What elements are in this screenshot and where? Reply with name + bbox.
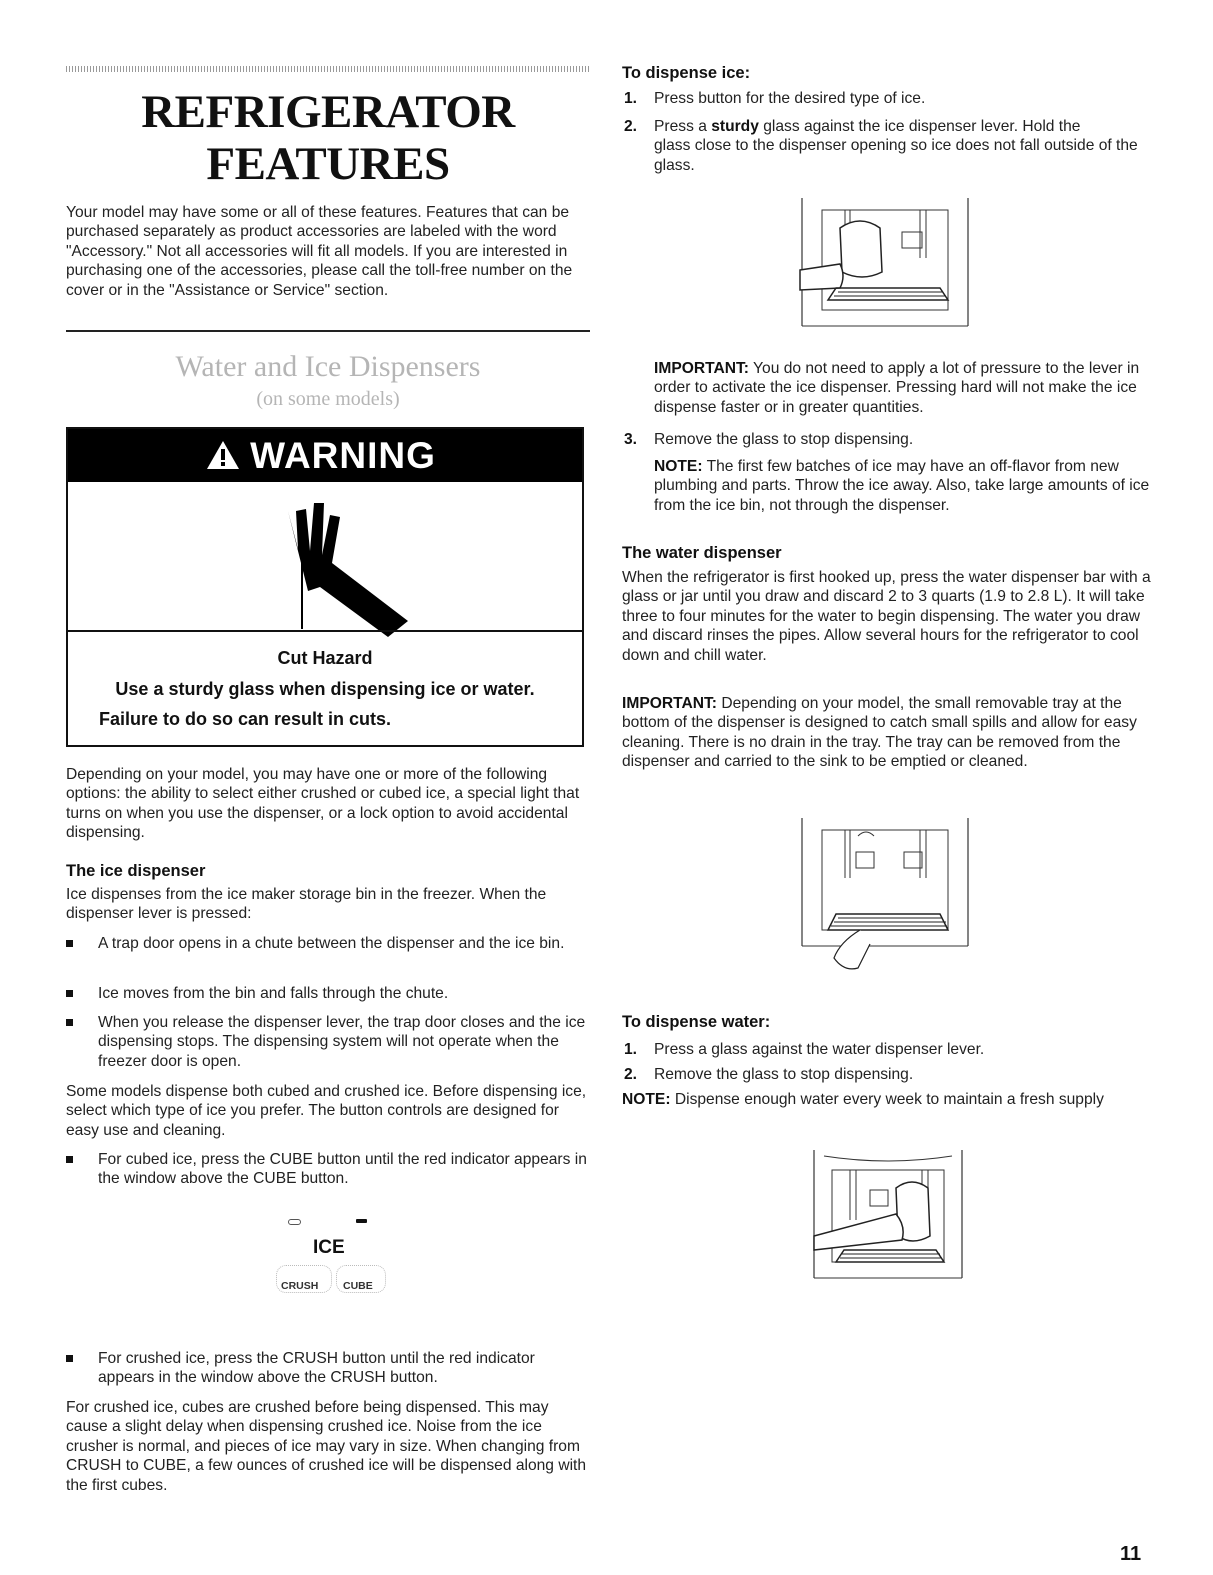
warning-mid-rule [68,630,582,632]
crush-bullet: For crushed ice, press the CRUSH button until the red indicator appears in the window above the CRUSH button. [98,1349,588,1388]
water-dispenser-paragraph: When the refrigerator is first hooked up, press the water dispenser bar with a glass or jar until you draw and discard 2 to 3 quarts (1.9 to 2.8 L). It will take three to four minutes for the water to begin dispensing. The water you draw and discard rinses the pipes. Allow several hours for the refrigerator to cool down and chill water. [622,569,1151,664]
crush-button[interactable] [276,1265,332,1293]
ice-paragraph-3: For crushed ice, cubes are crushed before being dispensed. This may cause a slight delay when dispensing crushed ice. Noise from the ice crusher is normal, and pieces of ice may vary in size. When changing from CRUSH to CUBE, a few ounces of crushed ice will be dispensed along with the first cubes. [66,1399,587,1494]
ice-control-panel [280,1213,390,1308]
warning-hazard: Cut Hazard [277,648,373,668]
panel-label: ICE [313,1237,345,1258]
warning-line2: Failure to do so can result in cuts. [99,709,392,729]
bullet-marker [66,940,73,947]
section-title: Water and Ice Dispensers [175,350,481,383]
ice-bullet-2: Ice moves from the bin and falls through the chute. [98,984,588,1003]
dispense-water-heading: To dispense water: [622,1013,771,1031]
bullet-marker [66,1156,73,1163]
cube-bullet: For cubed ice, press the CUBE button until the red indicator appears in the window above the CUBE button. [98,1150,588,1189]
section-subtitle: (on some models) [256,388,400,410]
dispense-ice-step-2: 2. Press a sturdy glass against the ice dispenser lever. Hold the glass close to the dispenser opening so ice does not fall outside of the glass. [624,118,1138,174]
dispense-ice-note: NOTE: The first few batches of ice may have an off-flavor from new plumbing and parts. Throw the ice away. Also, take large amounts of ice from the ice bin, not through the dispenser. [654,458,1150,514]
options-paragraph: Depending on your model, you may have one or more of the following options: the ability to select either crushed or cubed ice, a special light that turns on when you use the dispenser, or a lock option to avoid accidental dispensing. [66,766,580,842]
dispense-water-step-1: 1. Press a glass against the water dispenser lever. [624,1041,985,1058]
intro-paragraph: Your model may have some or all of these features. Features that can be purchased separately as product accessories are labeled with the word "Accessory." Not all accessories will fit all models. If you are interested in purchasing one of the accessories, please call the toll-free number on the cover or in the "Assistance or Service" section. [66,204,573,299]
warning-triangle-icon [206,440,240,470]
warning-box [66,427,584,747]
water-dispenser-important: IMPORTANT: Depending on your model, the small removable tray at the bottom of the dispenser is designed to catch small spills and allow for easy cleaning. There is no drain in the tray. The tray can be removed from the dispenser and carried to the sink to be emptied or cleaned. [622,695,1137,771]
crush-button-label: CRUSH [281,1280,319,1292]
water-dispense-illustration [810,1150,990,1280]
dispense-ice-step-3: 3. Remove the glass to stop dispensing. [624,431,914,448]
warning-header [68,429,582,482]
page-title-line1: REFRIGERATOR [141,86,515,138]
crush-indicator-window [288,1219,301,1225]
bullet-marker [66,990,73,997]
section-rule [66,330,590,332]
cube-button-label: CUBE [343,1280,373,1292]
ice-bullet-1: A trap door opens in a chute between the dispenser and the ice bin. [98,934,588,953]
ice-dispenser-heading: The ice dispenser [66,862,206,880]
step-number: 2. [624,1066,638,1083]
page-number: 11 [1120,1543,1142,1565]
step-number: 2. [624,118,638,135]
cube-indicator-window [356,1219,367,1223]
step-number: 3. [624,431,638,448]
ice-paragraph-2: Some models dispense both cubed and crushed ice. Before dispensing ice, select which type of ice you prefer. The button controls are designed for easy use and cleaning. [66,1083,587,1139]
dispense-ice-heading: To dispense ice: [622,64,751,82]
dispense-water-note: NOTE: Dispense enough water every week to maintain a fresh supply [622,1091,1104,1108]
header-rule [66,66,590,72]
ice-bullet-3: When you release the dispenser lever, the trap door closes and the ice dispensing stops. The dispensing system will not operate when the freezer door is open. [98,1013,588,1071]
dispense-water-step-2: 2. Remove the glass to stop dispensing. [624,1066,914,1083]
ice-dispense-illustration [800,198,1000,328]
cube-button[interactable] [336,1265,386,1293]
dispense-ice-step-1: 1. Press button for the desired type of ice. [624,90,926,107]
bullet-marker [66,1355,73,1362]
bullet-marker [66,1019,73,1026]
warning-header-text: WARNING [250,435,436,476]
ice-dispenser-paragraph: Ice dispenses from the ice maker storage bin in the freezer. When the dispenser lever is pressed: [66,886,547,923]
page-title-line2: FEATURES [206,138,450,190]
drip-tray-illustration [800,818,1000,988]
cut-hand-icon [258,491,418,631]
dispense-ice-important: IMPORTANT: You do not need to apply a lot of pressure to the lever in order to activate the ice dispenser. Pressing hard will not make the ice dispense faster or in greater quantities. [654,360,1140,416]
step-number: 1. [624,90,638,107]
warning-line1: Use a sturdy glass when dispensing ice or water. [115,679,535,699]
step-number: 1. [624,1041,638,1058]
water-dispenser-heading: The water dispenser [622,544,782,562]
